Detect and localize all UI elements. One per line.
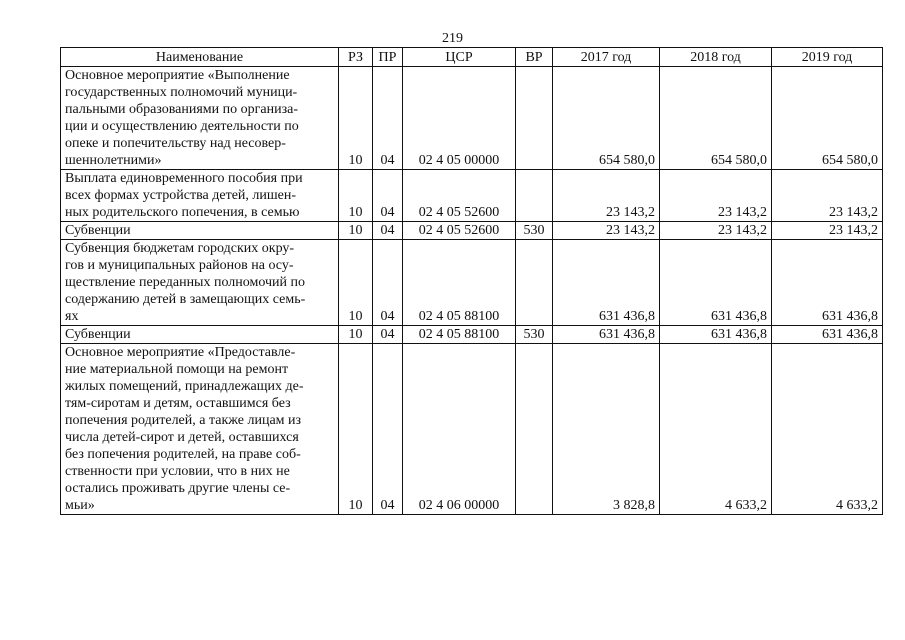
budget-table	[60, 47, 883, 515]
table-row	[61, 344, 883, 515]
row-2019: 4 633,2	[772, 344, 883, 515]
row-rz: 10	[339, 67, 373, 170]
row-csr: 02 4 05 00000	[403, 67, 516, 170]
row-name-line: Основное мероприятие «Выполнение	[65, 68, 290, 83]
row-csr: 02 4 05 88100	[403, 326, 516, 344]
row-name-line: государственных полномочий муници-	[65, 85, 298, 100]
row-2019: 631 436,8	[772, 326, 883, 344]
header-csr: ЦСР	[403, 48, 516, 67]
table-row	[61, 222, 883, 240]
row-name-line: ние материальной помощи на ремонт	[65, 362, 289, 377]
row-name-line: опеке и попечительству над несовер-	[65, 136, 286, 151]
table-row	[61, 326, 883, 344]
row-rz: 10	[339, 344, 373, 515]
row-2017: 23 143,2	[553, 170, 660, 222]
row-name-line: Субвенция бюджетам городских окру-	[65, 241, 295, 256]
row-2017: 23 143,2	[553, 222, 660, 240]
row-name-line: Основное мероприятие «Предоставле-	[65, 345, 296, 360]
row-name-line: ственности при условии, что в них не	[65, 464, 290, 479]
row-2018: 631 436,8	[660, 326, 772, 344]
row-name-line: Выплата единовременного пособия при	[65, 171, 303, 186]
row-2018: 23 143,2	[660, 222, 772, 240]
row-pr: 04	[373, 240, 403, 326]
row-name-line: гов и муниципальных районов на осу-	[65, 258, 294, 273]
row-name	[61, 344, 339, 515]
row-name	[61, 222, 339, 240]
row-vr	[516, 240, 553, 326]
row-vr	[516, 170, 553, 222]
row-csr: 02 4 06 00000	[403, 344, 516, 515]
row-csr: 02 4 05 52600	[403, 222, 516, 240]
row-2019: 654 580,0	[772, 67, 883, 170]
row-rz: 10	[339, 222, 373, 240]
row-name-line: ях	[65, 309, 79, 324]
row-csr: 02 4 05 88100	[403, 240, 516, 326]
table-header-row	[61, 48, 883, 67]
header-pr: ПР	[373, 48, 403, 67]
row-name	[61, 240, 339, 326]
header-rz: РЗ	[339, 48, 373, 67]
row-2018: 23 143,2	[660, 170, 772, 222]
row-rz: 10	[339, 326, 373, 344]
row-rz: 10	[339, 240, 373, 326]
row-pr: 04	[373, 344, 403, 515]
row-name-line: попечения родителей, а также лицам из	[65, 413, 302, 428]
row-name-line: жилых помещений, принадлежащих де-	[65, 379, 304, 394]
row-name-line: содержанию детей в замещающих семь-	[65, 292, 306, 307]
row-name-line: числа детей-сирот и детей, оставшихся	[65, 430, 299, 445]
row-name-line: Субвенции	[65, 327, 131, 342]
row-2019: 23 143,2	[772, 170, 883, 222]
row-2018: 654 580,0	[660, 67, 772, 170]
row-pr: 04	[373, 222, 403, 240]
row-2018: 4 633,2	[660, 344, 772, 515]
row-pr: 04	[373, 326, 403, 344]
row-pr: 04	[373, 170, 403, 222]
row-vr	[516, 67, 553, 170]
row-name-line: ции и осуществлению деятельности по	[65, 119, 299, 134]
row-name-line: ных родительского попечения, в семью	[65, 205, 300, 220]
row-name-line: остались проживать другие члены се-	[65, 481, 291, 496]
table-row	[61, 67, 883, 170]
row-2018: 631 436,8	[660, 240, 772, 326]
row-name-line: пальными образованиями по организа-	[65, 102, 298, 117]
table-row	[61, 240, 883, 326]
header-2017: 2017 год	[553, 48, 660, 67]
row-vr: 530	[516, 222, 553, 240]
row-name-line: Субвенции	[65, 223, 131, 238]
row-name	[61, 67, 339, 170]
row-name	[61, 326, 339, 344]
row-name-line: без попечения родителей, на праве соб-	[65, 447, 301, 462]
row-name-line: мьи»	[65, 498, 95, 513]
row-2019: 631 436,8	[772, 240, 883, 326]
table-row	[61, 170, 883, 222]
header-2018: 2018 год	[660, 48, 772, 67]
page-number: 219	[442, 31, 463, 46]
row-name-line: тям-сиротам и детям, оставшимся без	[65, 396, 291, 411]
row-name-line: всех формах устройства детей, лишен-	[65, 188, 297, 203]
header-2019: 2019 год	[772, 48, 883, 67]
table-body	[61, 67, 883, 515]
row-csr: 02 4 05 52600	[403, 170, 516, 222]
header-vr: ВР	[516, 48, 553, 67]
header-name: Наименование	[61, 48, 339, 67]
row-2017: 631 436,8	[553, 240, 660, 326]
row-2017: 631 436,8	[553, 326, 660, 344]
row-name	[61, 170, 339, 222]
row-rz: 10	[339, 170, 373, 222]
row-2019: 23 143,2	[772, 222, 883, 240]
row-2017: 3 828,8	[553, 344, 660, 515]
row-name-line: ществление переданных полномочий по	[65, 275, 305, 290]
row-vr: 530	[516, 326, 553, 344]
row-name-line: шеннолетними»	[65, 153, 162, 168]
row-pr: 04	[373, 67, 403, 170]
row-2017: 654 580,0	[553, 67, 660, 170]
row-vr	[516, 344, 553, 515]
